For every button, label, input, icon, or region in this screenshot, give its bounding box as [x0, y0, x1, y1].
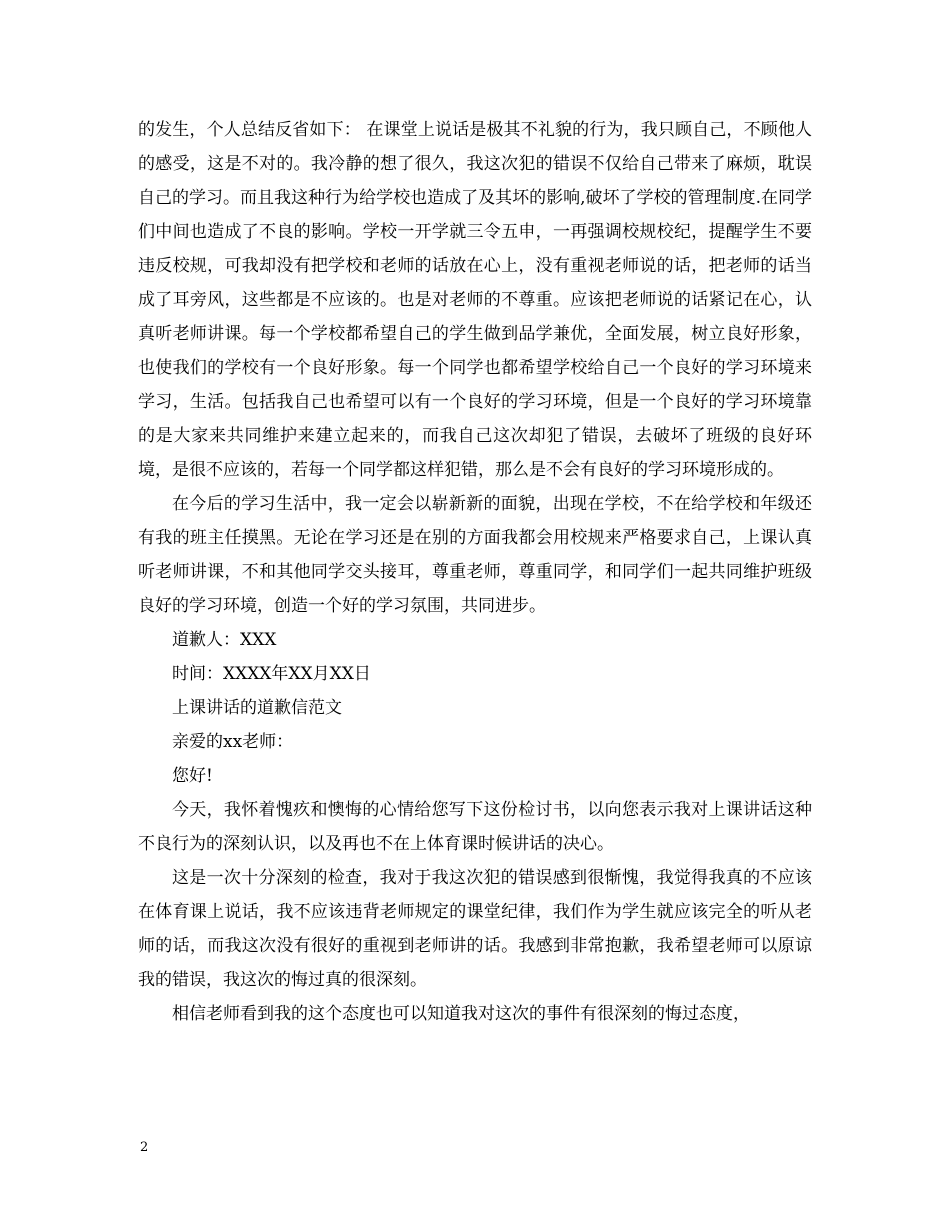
document-body: [138, 113, 812, 1031]
paragraph-closing-partial: 相信老师看到我的这个态度也可以知道我对这次的事件有很深刻的悔过态度，: [172, 1004, 750, 1024]
paragraph-reflection: 的发生，个人总结反省如下： 在课堂上说话是极其不礼貌的行为，我只顾自己，不顾他人的感受，这是不对的。我冷静的想了很久，我这次犯的错误不仅给自己带来了麻烦，耽误自己的学习。而且我这种行为给学校也造成了及其坏的影响,破坏了学校的管理制度.在同学们中间也造成了不良的影响。学校一开学就三令五申，一再强调校规校纪，提醒学生不要违反校规，可我却没有把学校和老师的话放在心上，没有重视老师说的话，把老师的话当成了耳旁风，这些都是不应该的。也是对老师的不尊重。应该把老师说的话紧记在心，认真听老师讲课。每一个学校都希望自己的学生做到品学兼优，全面发展，树立良好形象，也使我们的学校有一个良好形象。每一个同学也都希望学校给自己一个良好的学习环境来学习，生活。包括我自己也希望可以有一个良好的学习环境，但是一个良好的学习环境靠的是大家来共同维护来建立起来的，而我自己这次却犯了错误，去破坏了班级的良好环境，是很不应该的，若每一个同学都这样犯错，那么是不会有良好的学习环境形成的。: [138, 120, 812, 480]
paragraph-intro: 今天，我怀着愧疚和懊悔的心情给您写下这份检讨书，以向您表示我对上课讲话这种不良行为的深刻认识，以及再也不在上体育课时候讲话的决心。: [138, 800, 812, 854]
greeting: 您好!: [172, 766, 213, 786]
date-line: 时间：XXXX年XX月XX日: [172, 664, 371, 684]
page-number: 2: [140, 1140, 149, 1155]
paragraph-future-commitment: 在今后的学习生活中，我一定会以崭新新的面貌，出现在学校，不在给学校和年级还有我的班主任摸黑。无论在学习还是在别的方面我都会用校规来严格要求自己，上课认真听老师讲课，不和其他同学交头接耳，尊重老师，尊重同学，和同学们一起共同维护班级良好的学习环境，创造一个好的学习氛围，共同进步。: [138, 494, 812, 616]
salutation: 亲爱的xx老师：: [172, 732, 294, 752]
paragraph-self-examination: 这是一次十分深刻的检查，我对于我这次犯的错误感到很惭愧，我觉得我真的不应该在体育课上说话，我不应该违背老师规定的课堂纪律，我们作为学生就应该完全的听从老师的话，而我这次没有很好的重视到老师讲的话。我感到非常抱歉，我希望老师可以原谅我的错误，我这次的悔过真的很深刻。: [138, 868, 812, 990]
apologizer-line: 道歉人：XXX: [172, 630, 277, 650]
section-title: 上课讲话的道歉信范文: [172, 698, 342, 718]
